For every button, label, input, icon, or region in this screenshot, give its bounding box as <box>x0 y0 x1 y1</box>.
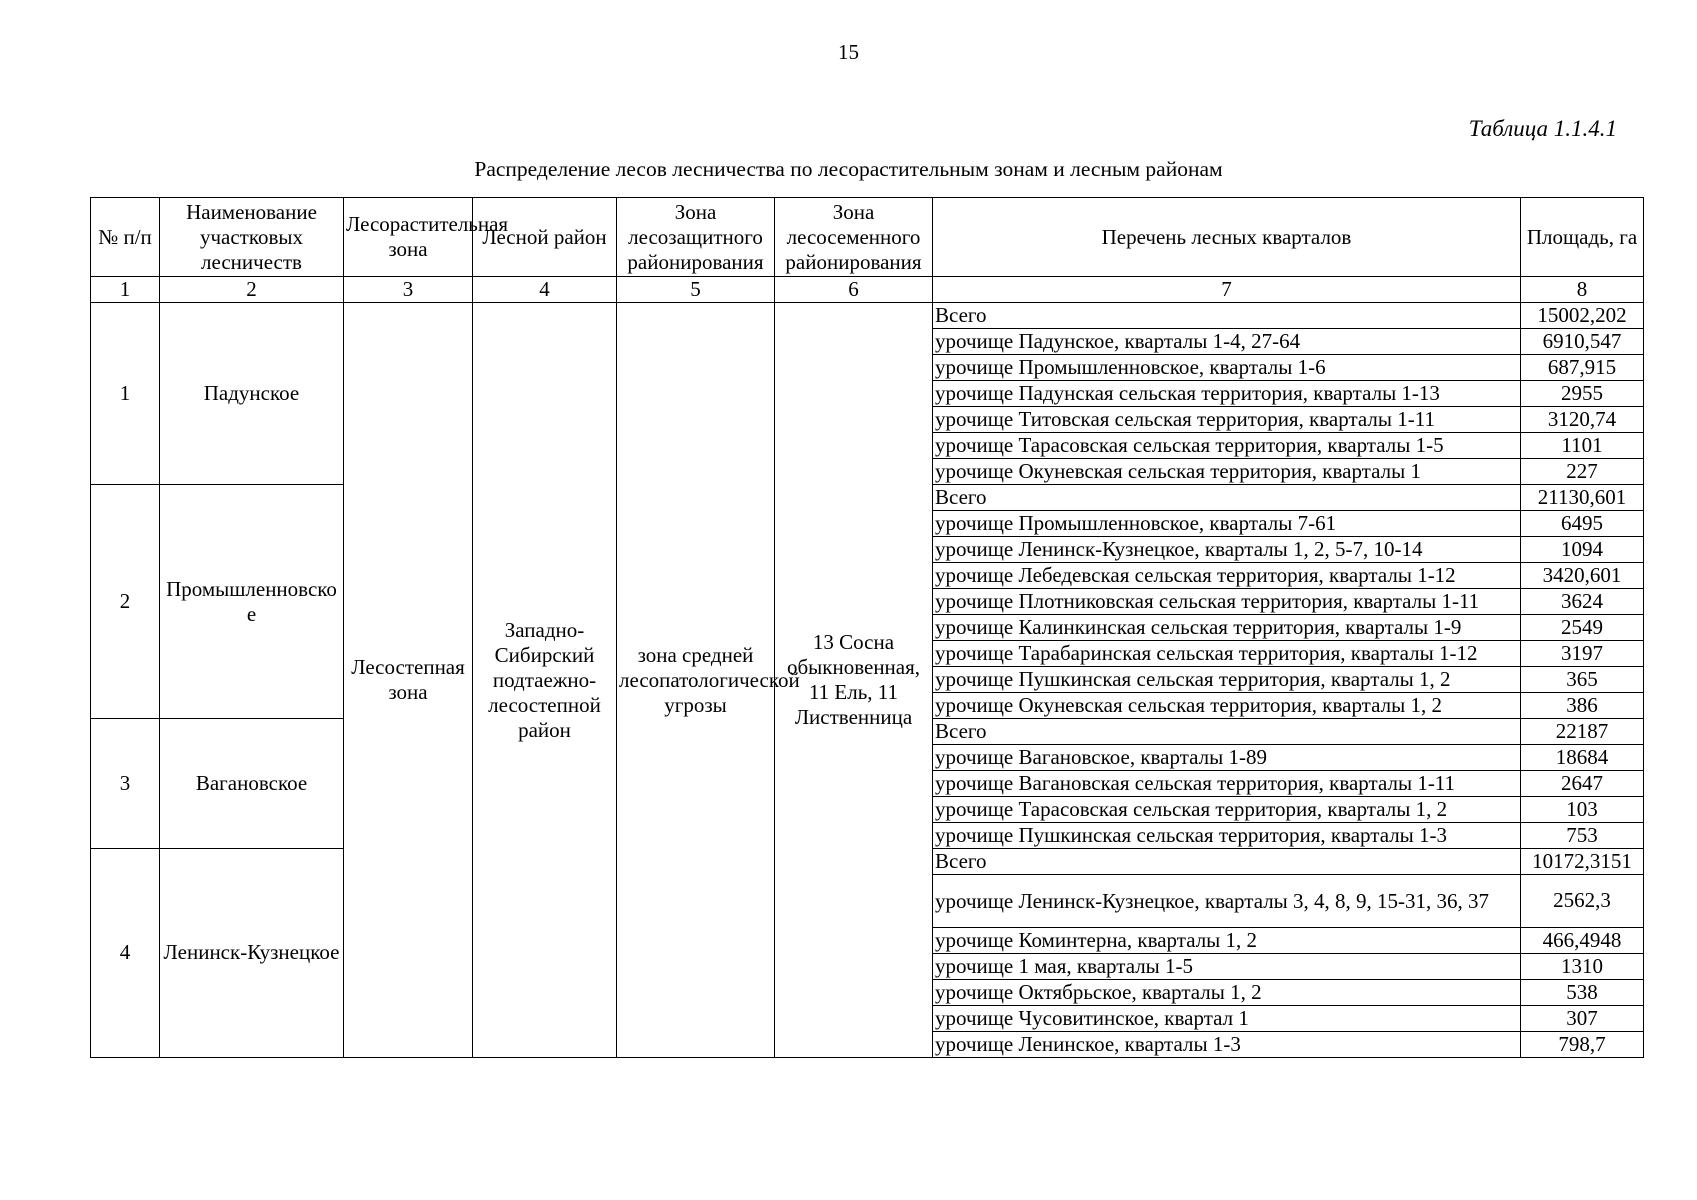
quarter-area: 103 <box>1521 797 1644 823</box>
column-number: 7 <box>933 277 1521 303</box>
quarter-area: 1101 <box>1521 433 1644 459</box>
quarter-item: урочище Ленинск-Кузнецкое, кварталы 1, 2, 5-7, 10-14 <box>933 537 1521 563</box>
table-row <box>91 303 1644 329</box>
quarter-area: 2647 <box>1521 771 1644 797</box>
quarter-item: урочище Лебедевская сельская территория, кварталы 1-12 <box>933 563 1521 589</box>
page-number: 15 <box>838 40 859 64</box>
table-label: Таблица 1.1.4.1 <box>1468 116 1617 141</box>
quarter-item: урочище Чусовитинское, квартал 1 <box>933 1006 1521 1032</box>
forest-distribution-table <box>90 197 1644 1058</box>
quarter-area: 687,915 <box>1521 355 1644 381</box>
total-area: 10172,3151 <box>1521 849 1644 875</box>
header-forestry-name: Наименование участковых лесничеств <box>160 198 344 277</box>
protection-zone-cell: зона средней лесопатологической угрозы <box>617 303 775 1058</box>
header-vegetation-zone: Лесорастительная зона <box>344 198 473 277</box>
header-area: Площадь, га <box>1521 198 1644 277</box>
total-label: Всего <box>933 303 1521 329</box>
quarter-area: 798,7 <box>1521 1032 1644 1058</box>
quarter-area: 2549 <box>1521 615 1644 641</box>
vegetation-zone-cell: Лесостепная зона <box>344 303 473 1058</box>
column-number: 4 <box>473 277 617 303</box>
quarter-item: урочище Промышленновское, кварталы 1-6 <box>933 355 1521 381</box>
quarter-area: 386 <box>1521 693 1644 719</box>
total-label: Всего <box>933 485 1521 511</box>
quarter-area: 466,4948 <box>1521 928 1644 954</box>
group-num: 3 <box>91 719 160 849</box>
quarter-area: 538 <box>1521 980 1644 1006</box>
column-number: 3 <box>344 277 473 303</box>
quarter-item: урочище Вагановское, кварталы 1-89 <box>933 745 1521 771</box>
group-num: 2 <box>91 485 160 719</box>
quarter-item: урочище Ленинск-Кузнецкое, кварталы 3, 4, 8, 9, 15-31, 36, 37 <box>933 875 1521 928</box>
quarter-item: урочище Ленинское, кварталы 1-3 <box>933 1032 1521 1058</box>
column-number: 5 <box>617 277 775 303</box>
quarter-item: урочище Окуневская сельская территория, кварталы 1, 2 <box>933 693 1521 719</box>
quarter-item: урочище 1 мая, кварталы 1-5 <box>933 954 1521 980</box>
quarter-area: 753 <box>1521 823 1644 849</box>
quarter-item: урочище Падунская сельская территория, кварталы 1-13 <box>933 381 1521 407</box>
total-area: 15002,202 <box>1521 303 1644 329</box>
quarter-area: 6910,547 <box>1521 329 1644 355</box>
quarter-item: урочище Титовская сельская территория, кварталы 1-11 <box>933 407 1521 433</box>
quarter-item: урочище Коминтерна, кварталы 1, 2 <box>933 928 1521 954</box>
total-label: Всего <box>933 849 1521 875</box>
group-name: Падунское <box>160 303 344 485</box>
quarter-item: урочище Окуневская сельская территория, кварталы 1 <box>933 459 1521 485</box>
quarter-item: урочище Тарабаринская сельская территория, кварталы 1-12 <box>933 641 1521 667</box>
group-name: Вагановское <box>160 719 344 849</box>
seed-zone-cell: 13 Сосна обыкновенная, 11 Ель, 11 Лиственница <box>775 303 933 1058</box>
quarter-item: урочище Тарасовская сельская территория, кварталы 1, 2 <box>933 797 1521 823</box>
quarter-item: урочище Вагановская сельская территория, кварталы 1-11 <box>933 771 1521 797</box>
column-number: 2 <box>160 277 344 303</box>
total-area: 21130,601 <box>1521 485 1644 511</box>
column-number-row <box>91 277 1644 303</box>
column-number: 1 <box>91 277 160 303</box>
quarter-area: 18684 <box>1521 745 1644 771</box>
quarter-item: урочище Октябрьское, кварталы 1, 2 <box>933 980 1521 1006</box>
group-num: 1 <box>91 303 160 485</box>
group-num: 4 <box>91 849 160 1058</box>
header-quarters-list: Перечень лесных кварталов <box>933 198 1521 277</box>
quarter-area: 3197 <box>1521 641 1644 667</box>
group-name: Ленинск-Кузнецкое <box>160 849 344 1058</box>
quarter-area: 2562,3 <box>1521 875 1644 928</box>
quarter-item: урочище Пушкинская сельская территория, кварталы 1-3 <box>933 823 1521 849</box>
quarter-area: 365 <box>1521 667 1644 693</box>
table-title: Распределение лесов лесничества по лесорастительным зонам и лесным районам <box>474 157 1223 181</box>
quarter-area: 307 <box>1521 1006 1644 1032</box>
header-num: № п/п <box>91 198 160 277</box>
quarter-item: урочище Тарасовская сельская территория, кварталы 1-5 <box>933 433 1521 459</box>
quarter-area: 1094 <box>1521 537 1644 563</box>
header-forest-district: Лесной район <box>473 198 617 277</box>
quarter-area: 3420,601 <box>1521 563 1644 589</box>
group-name: Промышленновское <box>160 485 344 719</box>
quarter-area: 3624 <box>1521 589 1644 615</box>
quarter-area: 6495 <box>1521 511 1644 537</box>
total-area: 22187 <box>1521 719 1644 745</box>
quarter-item: урочище Падунское, кварталы 1-4, 27-64 <box>933 329 1521 355</box>
quarter-area: 2955 <box>1521 381 1644 407</box>
quarter-item: урочище Пушкинская сельская территория, кварталы 1, 2 <box>933 667 1521 693</box>
column-number: 8 <box>1521 277 1644 303</box>
quarter-item: урочище Плотниковская сельская территория, кварталы 1-11 <box>933 589 1521 615</box>
quarter-item: урочище Калинкинская сельская территория, кварталы 1-9 <box>933 615 1521 641</box>
header-protection-zone: Зона лесозащитного районирования <box>617 198 775 277</box>
header-seed-zone: Зона лесосеменного районирования <box>775 198 933 277</box>
quarter-area: 227 <box>1521 459 1644 485</box>
quarter-area: 1310 <box>1521 954 1644 980</box>
forest-district-cell: Западно-Сибирский подтаежно-лесостепной район <box>473 303 617 1058</box>
quarter-item: урочище Промышленновское, кварталы 7-61 <box>933 511 1521 537</box>
column-number: 6 <box>775 277 933 303</box>
header-row <box>91 198 1644 277</box>
total-label: Всего <box>933 719 1521 745</box>
quarter-area: 3120,74 <box>1521 407 1644 433</box>
